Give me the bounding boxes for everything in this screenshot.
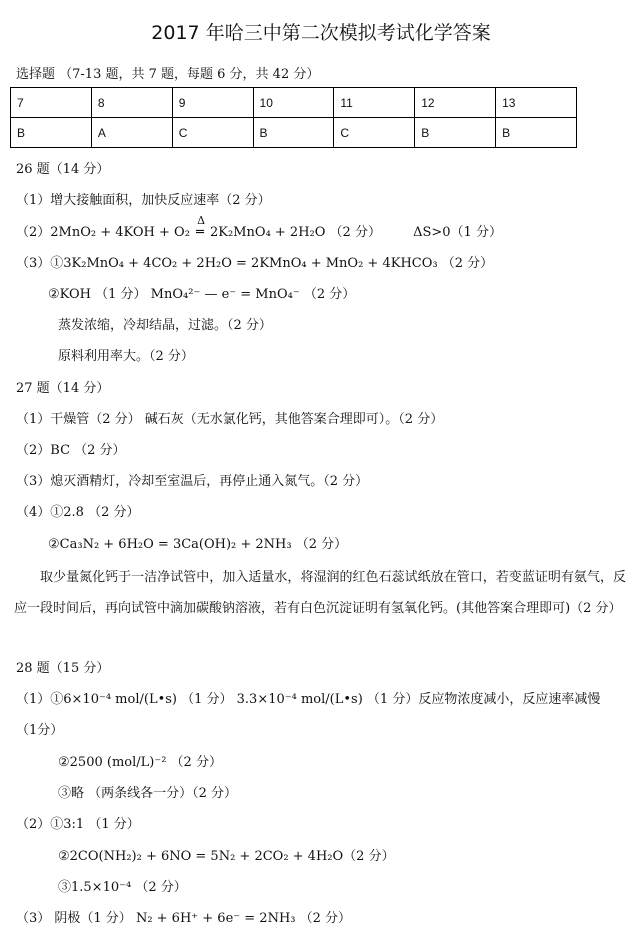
q26-line-6: 原料利用率大。（2 分）: [58, 349, 194, 364]
question-number: 8: [91, 88, 172, 118]
answer-cell: B: [415, 118, 496, 148]
answer-table: [10, 87, 577, 148]
q26-line-2-products: 2K₂MnO₄ + 2H₂O （2 分）: [210, 225, 381, 240]
q28-line-1b: （1分）: [16, 723, 64, 738]
equals-sign: ═: [196, 225, 204, 240]
q27-paragraph: 取少量氮化钙于一洁净试管中，加入适量水，将湿润的红色石蕊试纸放在管口，若变蓝证明有氨气，反应一段时间后，再向试管中滴加碳酸钠溶液，若有白色沉淀证明有氢氧化钙。(其他答案合理即可)（2 分）: [14, 570, 626, 616]
q26-line-2: [16, 214, 502, 240]
q26-line-2-entropy: ΔS>0（1 分）: [413, 225, 502, 240]
q27-line-5: ②Ca₃N₂ + 6H₂O = 3Ca(OH)₂ + 2NH₃ （2 分）: [48, 537, 348, 552]
answer-cell: B: [253, 118, 334, 148]
q27-line-1: （1）干燥管（2 分） 碱石灰（无水氯化钙，其他答案合理即可）。（2 分）: [16, 412, 444, 427]
q28-line-5: ②2CO(NH₂)₂ + 6NO = 5N₂ + 2CO₂ + 4H₂O（2 分）: [58, 849, 395, 864]
question-number: 13: [496, 88, 577, 118]
answer-cell: B: [11, 118, 92, 148]
q27-line-2: （2）BC （2 分）: [16, 443, 126, 458]
q28-line-1: （1）①6×10⁻⁴ mol/(L•s) （1 分） 3.3×10⁻⁴ mol/(L•s) （1 分）反应物浓度减小，反应速率减慢: [16, 692, 601, 707]
mc-heading: 选择题 （7-13 题，共 7 题，每题 6 分，共 42 分）: [16, 67, 320, 82]
answer-cell: A: [91, 118, 172, 148]
q26-line-3: （3）①3K₂MnO₄ + 4CO₂ + 2H₂O = 2KMnO₄ + MnO₂ + 4KHCO₃ （2 分）: [16, 256, 494, 271]
answer-cell: C: [172, 118, 253, 148]
q28-heading: 28 题（15 分）: [16, 661, 110, 676]
q28-line-6: ③1.5×10⁻⁴ （2 分）: [58, 880, 187, 895]
answer-cell: B: [496, 118, 577, 148]
q26-line-1: （1）增大接触面积，加快反应速率（2 分）: [16, 193, 271, 208]
table-row-numbers: [11, 88, 577, 118]
question-number: 12: [415, 88, 496, 118]
page-title: 2017 年哈三中第二次模拟考试化学答案: [151, 22, 491, 44]
heat-equals-sign: [196, 214, 206, 240]
table-row-answers: [11, 118, 577, 148]
answer-cell: C: [334, 118, 415, 148]
q26-heading: 26 题（14 分）: [16, 162, 110, 177]
q26-line-4: ②KOH （1 分） MnO₄²⁻ — e⁻ = MnO₄⁻ （2 分）: [48, 287, 356, 302]
q27-line-4: （4）①2.8 （2 分）: [16, 505, 140, 520]
q28-line-3: ③略 （两条线各一分）（2 分）: [58, 786, 238, 801]
q27-heading: 27 题（14 分）: [16, 381, 110, 396]
q26-line-5: 蒸发浓缩，冷却结晶，过滤。（2 分）: [58, 318, 272, 333]
q26-line-2-reactants: （2）2MnO₂ + 4KOH + O₂: [16, 225, 190, 240]
question-number: 11: [334, 88, 415, 118]
q28-line-7: （3） 阴极（1 分） N₂ + 6H⁺ + 6e⁻ = 2NH₃ （2 分）: [16, 911, 352, 926]
question-number: 10: [253, 88, 334, 118]
question-number: 7: [11, 88, 92, 118]
question-number: 9: [172, 88, 253, 118]
q27-line-3: （3）熄灭酒精灯，冷却至室温后，再停止通入氮气。（2 分）: [16, 474, 369, 489]
q28-line-4: （2）①3:1 （1 分）: [16, 817, 140, 832]
q28-line-2: ②2500 (mol/L)⁻² （2 分）: [58, 755, 222, 770]
heat-delta: Δ: [197, 214, 206, 227]
